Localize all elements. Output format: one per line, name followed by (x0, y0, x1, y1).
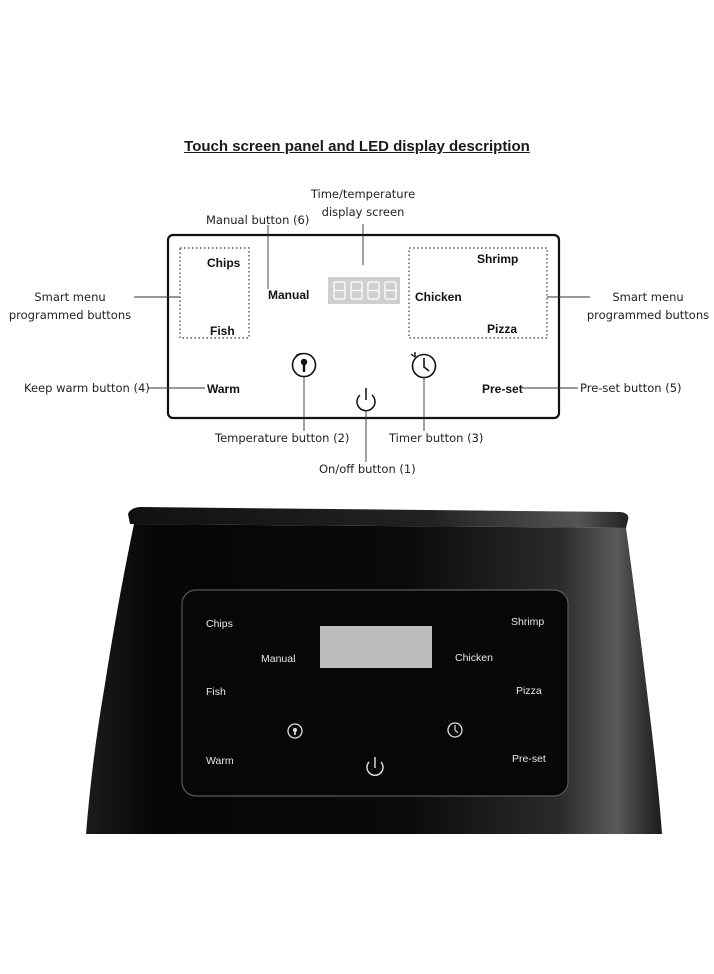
panel-preset-button[interactable]: Pre-set (482, 382, 523, 396)
callout-temperature: Temperature button (2) (215, 431, 350, 445)
fryer-warm-label[interactable]: Warm (206, 755, 234, 767)
fryer-led-display (320, 626, 432, 668)
fryer-fish-label[interactable]: Fish (206, 686, 226, 698)
fryer-chicken-label[interactable]: Chicken (455, 652, 493, 664)
power-icon (357, 388, 375, 411)
callout-lines (134, 224, 590, 462)
callout-smart-right-line1: Smart menu (612, 290, 684, 304)
panel-shrimp-button[interactable]: Shrimp (477, 252, 519, 266)
callout-display-line2: display screen (321, 205, 405, 219)
callout-keep-warm: Keep warm button (4) (24, 381, 150, 395)
callout-onoff: On/off button (1) (319, 462, 416, 476)
panel-fish-button[interactable]: Fish (210, 324, 235, 338)
panel-pizza-button[interactable]: Pizza (487, 322, 518, 336)
panel-manual-button[interactable]: Manual (268, 288, 310, 302)
page-title: Touch screen panel and LED display description (184, 138, 530, 155)
callout-smart-right-line2: programmed buttons (586, 308, 710, 322)
fryer-preset-label[interactable]: Pre-set (512, 753, 546, 765)
callout-preset: Pre-set button (5) (580, 381, 682, 395)
fryer-manual-label[interactable]: Manual (261, 653, 296, 665)
fryer-chips-label[interactable]: Chips (206, 618, 233, 630)
callout-smart-right (586, 288, 710, 324)
callout-manual: Manual button (6) (206, 213, 310, 227)
fryer-shrimp-label[interactable]: Shrimp (511, 616, 545, 628)
panel-chips-button[interactable]: Chips (207, 256, 241, 270)
led-display (328, 277, 400, 304)
callout-smart-left-line2: programmed buttons (8, 308, 132, 322)
callout-display-line1: Time/temperature (310, 187, 416, 201)
callout-display (300, 185, 426, 221)
clock-icon (411, 352, 436, 378)
air-fryer-body (86, 507, 662, 834)
thermometer-icon (293, 354, 316, 377)
callout-smart-left-line1: Smart menu (34, 290, 106, 304)
callout-smart-left (8, 288, 132, 324)
fryer-pizza-label[interactable]: Pizza (516, 685, 542, 697)
panel-warm-button[interactable]: Warm (207, 382, 240, 396)
panel-chicken-button[interactable]: Chicken (415, 290, 462, 304)
callout-timer: Timer button (3) (389, 431, 484, 445)
